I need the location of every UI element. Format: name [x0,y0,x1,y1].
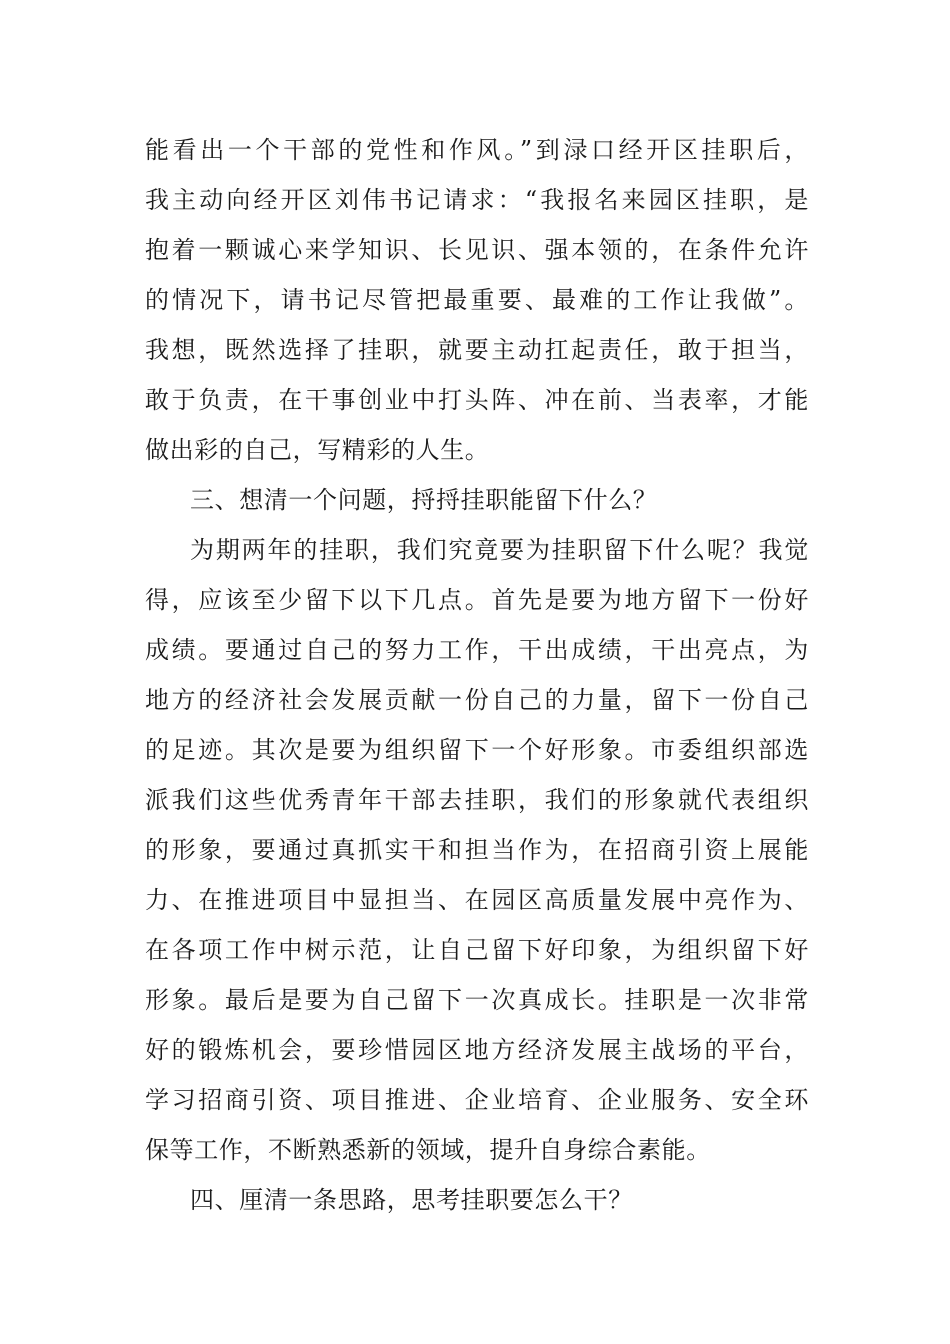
text-line: 成绩。要通过自己的努力工作，干出成绩，干出亮点，为 [145,636,809,664]
text-line: 我想，既然选择了挂职，就要主动扛起责任，敢于担当， [145,336,809,364]
text-line: 做出彩的自己，写精彩的人生。 [145,436,490,464]
text-line: 力、在推进项目中显担当、在园区高质量发展中亮作为、 [145,886,809,914]
text-line: 我主动向经开区刘伟书记请求：“我报名来园区挂职，是 [145,186,809,214]
text-line: 敢于负责，在干事创业中打头阵、冲在前、当表率，才能 [145,386,809,414]
text-line: 在各项工作中树示范，让自己留下好印象，为组织留下好 [145,936,809,964]
text-line: 形象。最后是要为自己留下一次真成长。挂职是一次非常 [145,986,809,1014]
section-heading: 三、想清一个问题，捋捋挂职能留下什么？ [190,486,658,514]
text-line: 的情况下，请书记尽管把最重要、最难的工作让我做”。 [145,286,809,314]
text-line: 好的锻炼机会，要珍惜园区地方经济发展主战场的平台， [145,1036,809,1064]
text-line: 的形象，要通过真抓实干和担当作为，在招商引资上展能 [145,836,809,864]
text-line: 地方的经济社会发展贡献一份自己的力量，留下一份自己 [145,686,809,714]
text-line: 学习招商引资、项目推进、企业培育、企业服务、安全环 [145,1086,809,1114]
text-line: 的足迹。其次是要为组织留下一个好形象。市委组织部选 [145,736,809,764]
text-line: 得，应该至少留下以下几点。首先是要为地方留下一份好 [145,586,809,614]
text-line: 派我们这些优秀青年干部去挂职，我们的形象就代表组织 [145,786,809,814]
section-heading: 四、厘清一条思路，思考挂职要怎么干？ [190,1186,633,1214]
text-line: 能看出一个干部的党性和作风。”到渌口经开区挂职后， [145,136,809,164]
text-line: 保等工作，不断熟悉新的领域，提升自身综合素能。 [145,1136,711,1164]
text-line: 抱着一颗诚心来学知识、长见识、强本领的，在条件允许 [145,236,809,264]
text-line: 为期两年的挂职，我们究竟要为挂职留下什么呢？我觉 [190,536,809,564]
